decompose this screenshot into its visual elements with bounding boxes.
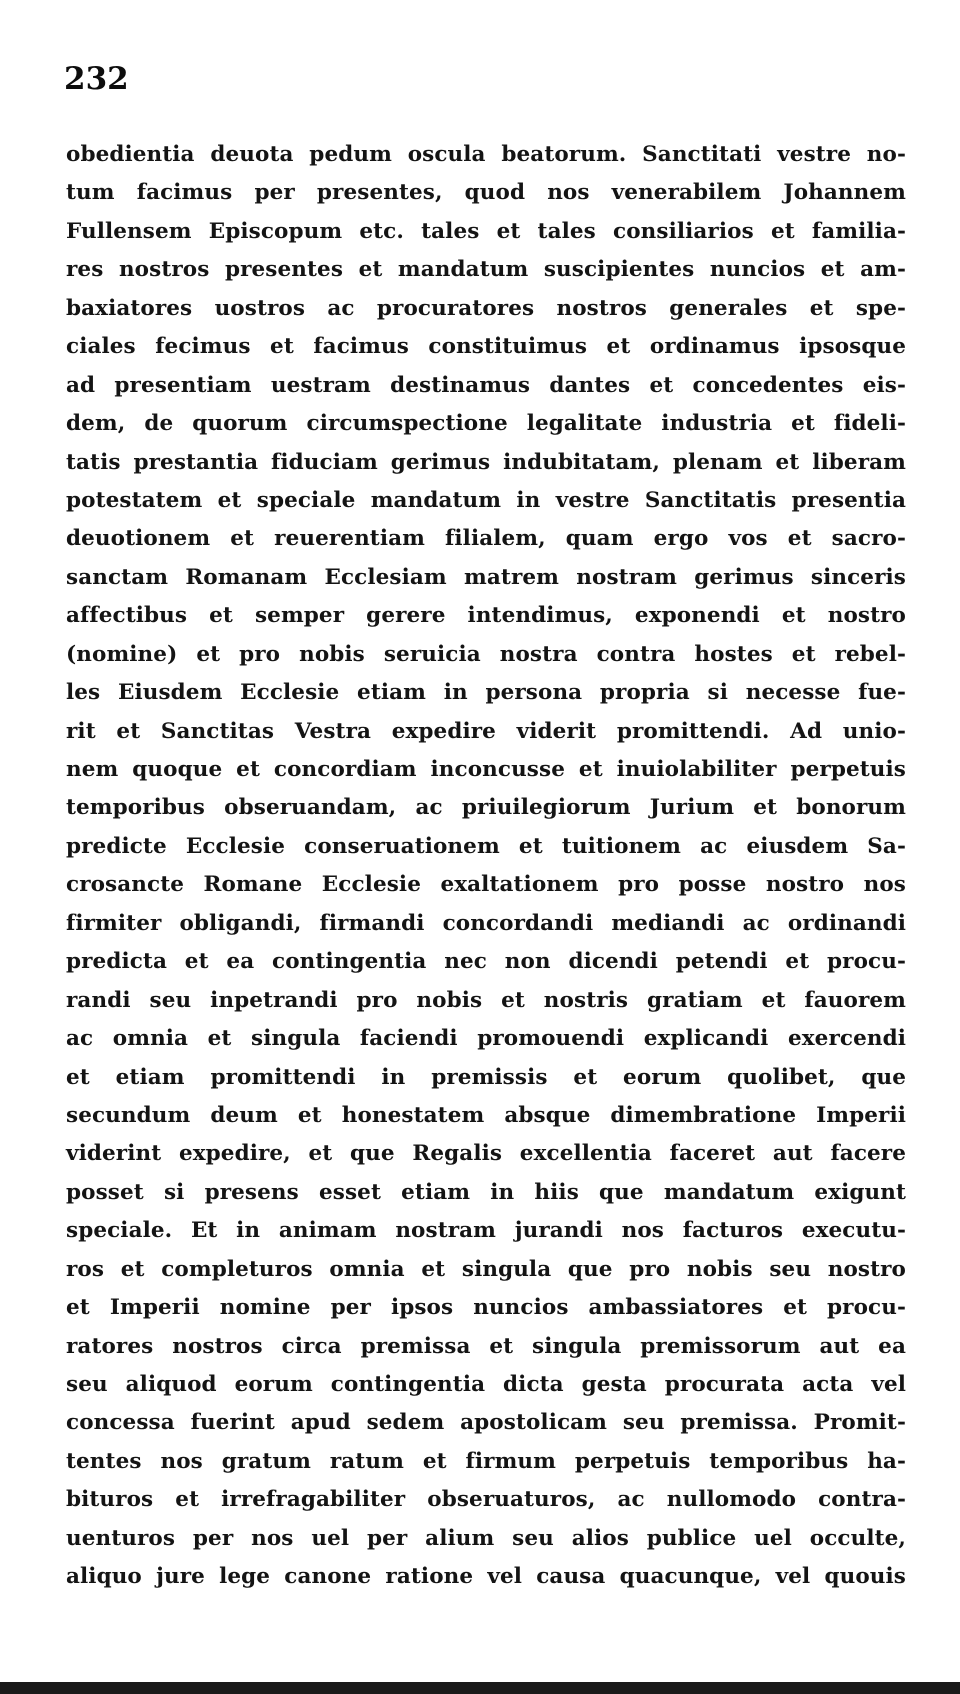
text-line: ciales fecimus et facimus constituimus et ordinamus ipsosque bbox=[66, 334, 906, 360]
text-line: ad presentiam uestram destinamus dantes et concedentes eis- bbox=[66, 372, 906, 398]
text-line: et Imperii nomine per ipsos nuncios ambassiatores et procu- bbox=[66, 1295, 906, 1321]
text-line: crosancte Romane Ecclesie exaltationem pro posse nostro nos bbox=[66, 872, 906, 898]
text-line: posset si presens esset etiam in hiis que mandatum exigunt bbox=[66, 1179, 906, 1205]
text-line: les Eiusdem Ecclesie etiam in persona propria si necesse fue- bbox=[66, 680, 906, 706]
text-line: uenturos per nos uel per alium seu alios publice uel occulte, bbox=[66, 1525, 906, 1551]
text-line: deuotionem et reuerentiam filialem, quam ergo vos et sacro- bbox=[66, 526, 906, 552]
text-line: obedientia deuota pedum oscula beatorum. Sanctitati vestre no- bbox=[66, 142, 906, 167]
text-line: et etiam promittendi in premissis et eorum quolibet, que bbox=[66, 1064, 906, 1090]
text-line: affectibus et semper gerere intendimus, exponendi et nostro bbox=[66, 603, 906, 629]
text-line: concessa fuerint apud sedem apostolicam seu premissa. Promit- bbox=[66, 1410, 906, 1436]
text-line: res nostros presentes et mandatum suscipientes nuncios et am- bbox=[66, 257, 906, 283]
text-line: firmiter obligandi, firmandi concordandi mediandi ac ordinandi bbox=[66, 910, 906, 936]
text-line: seu aliquod eorum contingentia dicta gesta procurata acta vel bbox=[66, 1372, 906, 1397]
text-line: sanctam Romanam Ecclesiam matrem nostram gerimus sinceris bbox=[66, 564, 906, 590]
text-line: ac omnia et singula faciendi promouendi explicandi exercendi bbox=[66, 1026, 906, 1052]
text-line: (nomine) et pro nobis seruicia nostra contra hostes et rebel- bbox=[66, 641, 906, 667]
text-line: tentes nos gratum ratum et firmum perpetuis temporibus ha- bbox=[66, 1448, 906, 1474]
text-line: Fullensem Episcopum etc. tales et tales consiliarios et familia- bbox=[66, 218, 906, 244]
text-line: potestatem et speciale mandatum in vestre Sanctitatis presentia bbox=[66, 487, 906, 513]
text-line: randi seu inpetrandi pro nobis et nostris gratiam et fauorem bbox=[66, 987, 906, 1013]
text-line: ros et completuros omnia et singula que pro nobis seu nostro bbox=[66, 1256, 906, 1282]
text-line: rit et Sanctitas Vestra expedire viderit promittendi. Ad unio- bbox=[66, 718, 906, 744]
text-line: viderint expedire, et que Regalis excellentia faceret aut facere bbox=[66, 1141, 906, 1167]
body-text bbox=[66, 136, 906, 1597]
text-line: nem quoque et concordiam inconcusse et inuiolabiliter perpetuis bbox=[66, 757, 906, 782]
text-line: predicta et ea contingentia nec non dicendi petendi et procu- bbox=[66, 949, 906, 975]
text-line: speciale. Et in animam nostram jurandi nos facturos executu- bbox=[66, 1218, 906, 1244]
text-line: baxiatores uostros ac procuratores nostros generales et spe- bbox=[66, 295, 906, 321]
text-line: tatis prestantia fiduciam gerimus indubitatam, plenam et liberam bbox=[66, 449, 906, 475]
text-line: temporibus obseruandam, ac priuilegiorum Jurium et bonorum bbox=[66, 795, 906, 821]
text-line: secundum deum et honestatem absque dimembratione Imperii bbox=[66, 1102, 906, 1128]
page-number: 232 bbox=[64, 61, 129, 97]
text-line: aliquo jure lege canone ratione vel causa quacunque, vel quouis bbox=[66, 1564, 906, 1590]
text-line: tum facimus per presentes, quod nos venerabilem Johannem bbox=[66, 180, 906, 206]
text-line: dem, de quorum circumspectione legalitate industria et fideli- bbox=[66, 411, 906, 437]
text-line: predicte Ecclesie conseruationem et tuitionem ac eiusdem Sa- bbox=[66, 833, 906, 859]
text-line: bituros et irrefragabiliter obseruaturos, ac nullomodo contra- bbox=[66, 1487, 906, 1513]
text-line: ratores nostros circa premissa et singula premissorum aut ea bbox=[66, 1333, 906, 1359]
page-edge-bar bbox=[0, 1682, 960, 1694]
